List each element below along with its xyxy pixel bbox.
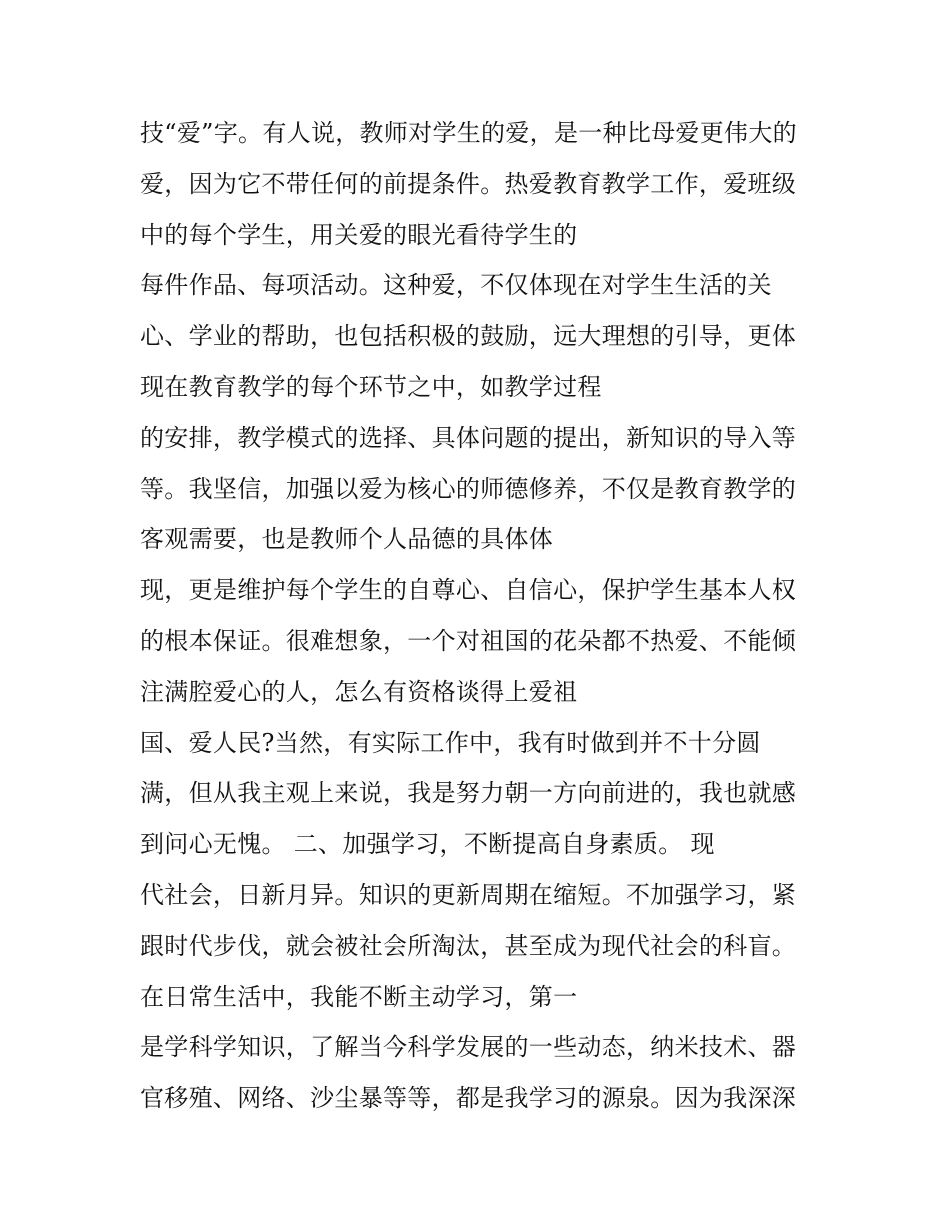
text-line-14: 满，但从我主观上来说，我是努力朝一方向前进的，我也就感 (140, 779, 797, 808)
text-line-7: 的安排，教学模式的选择、具体问题的提出，新知识的导入等 (140, 423, 797, 452)
text-line-8: 等。我坚信，加强以爱为核心的师德修养，不仅是教育教学的 (140, 474, 797, 503)
text-line-1: 技“爱”字。有人说，教师对学生的爱，是一种比母爱更伟大的 (140, 119, 797, 147)
text-line-12: 注满腔爱心的人，怎么有资格谈得上爱祖 (140, 677, 578, 706)
text-line-13: 国、爱人民?当然，有实际工作中，我有时做到并不十分圆 (140, 728, 761, 757)
text-line-10: 现，更是维护每个学生的自尊心、自信心，保护学生基本人权 (140, 576, 797, 605)
text-line-5: 心、学业的帮助，也包括积极的鼓励，远大理想的引导，更体 (140, 322, 797, 351)
text-line-20: 官移殖、网络、沙尘暴等等，都是我学习的源泉。因为我深深 (140, 1084, 797, 1113)
text-line-3: 中的每个学生，用关爱的眼光看待学生的 (140, 220, 578, 249)
text-line-2: 爱，因为它不带任何的前提条件。热爱教育教学工作，爱班级 (140, 169, 797, 198)
text-line-15: 到问心无愧。 二、加强学习，不断提高自身素质。 现 (140, 830, 715, 859)
text-line-4: 每件作品、每项活动。这种爱，不仅体现在对学生生活的关 (140, 271, 772, 300)
text-line-9: 客观需要，也是教师个人品德的具体体 (140, 525, 554, 554)
body-text (140, 108, 830, 1124)
text-line-11: 的根本保证。很难想象，一个对祖国的花朵都不热爱、不能倾 (140, 626, 797, 655)
text-line-17: 跟时代步伐，就会被社会所淘汰，甚至成为现代社会的科盲。 (140, 931, 797, 960)
text-line-16: 代社会，日新月异。知识的更新周期在缩短。不加强学习，紧 (140, 880, 797, 909)
text-line-19: 是学科学知识，了解当今科学发展的一些动态，纳米技术、器 (140, 1033, 797, 1062)
text-line-18: 在日常生活中，我能不断主动学习，第一 (140, 982, 578, 1011)
text-line-6: 现在教育教学的每个环节之中，如教学过程 (140, 372, 602, 401)
